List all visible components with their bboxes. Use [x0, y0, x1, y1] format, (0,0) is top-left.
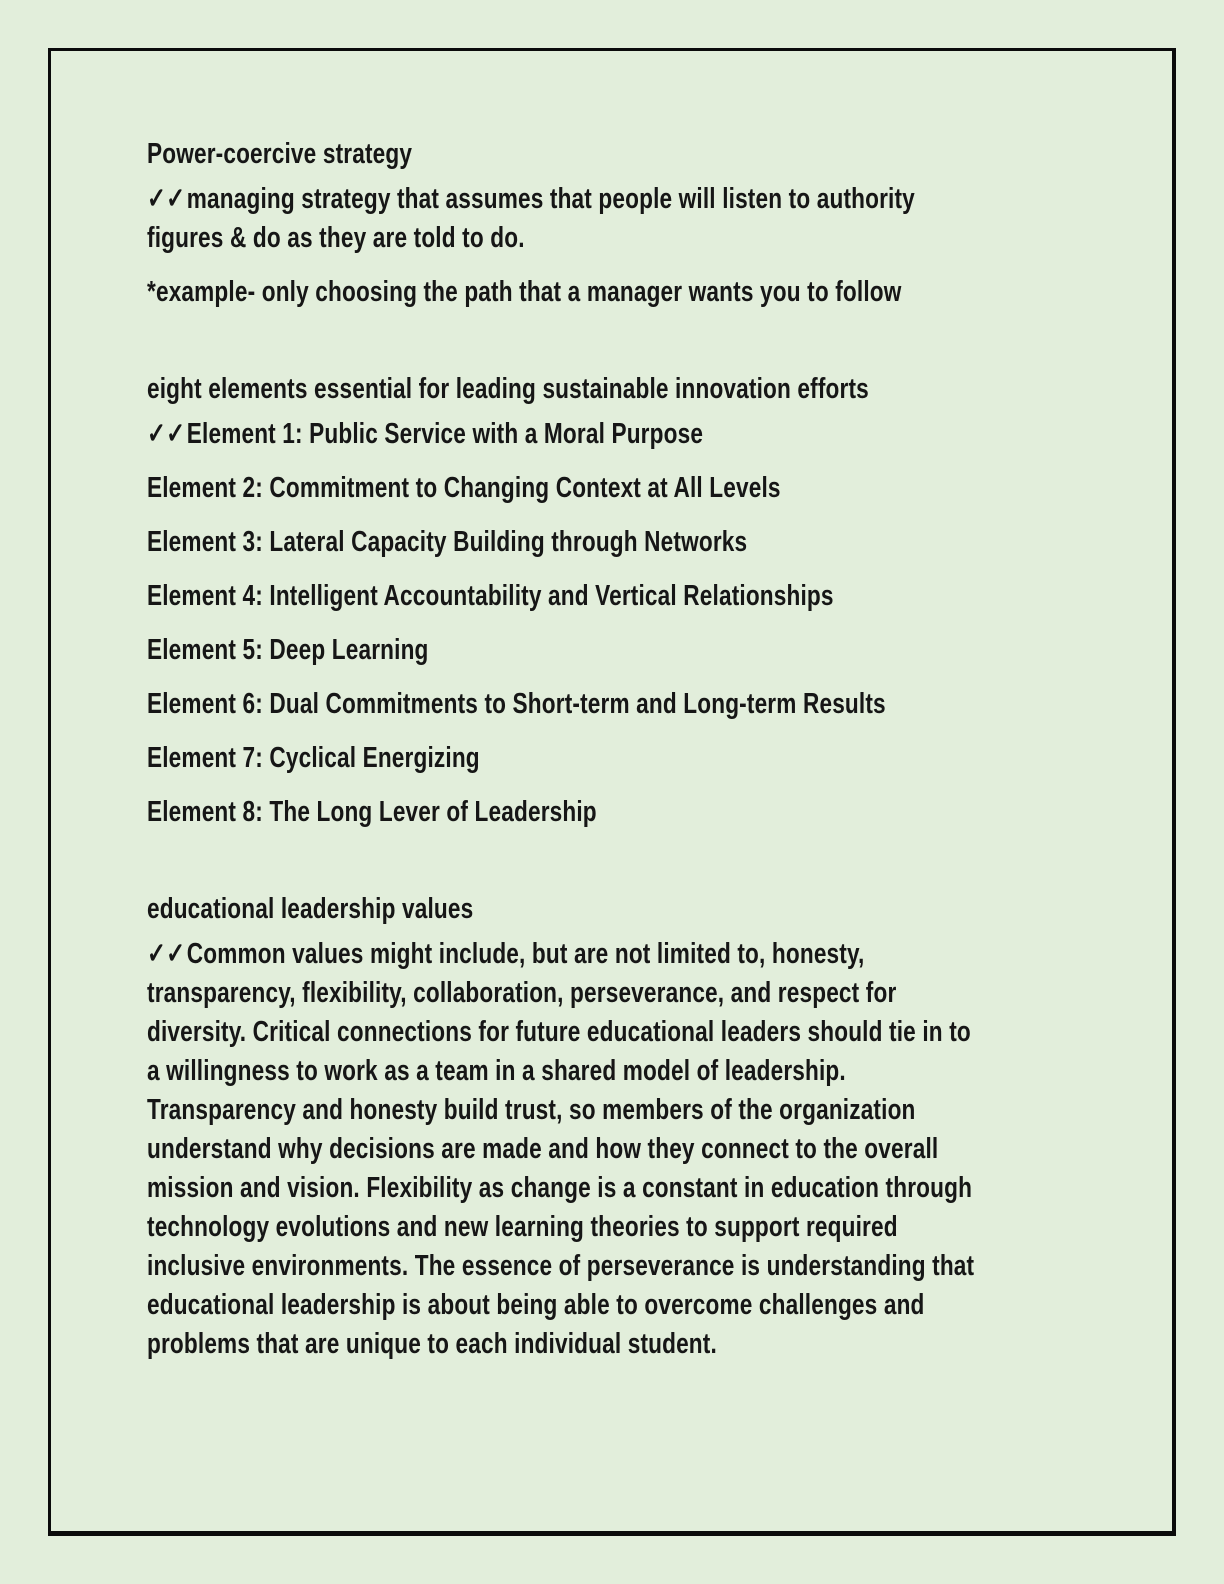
card-content [147, 135, 1176, 1364]
double-check-icon: ✓✓ [147, 183, 186, 215]
card-section [147, 890, 1176, 1364]
note-card-border [48, 48, 1176, 1536]
example-paragraph [147, 273, 1176, 312]
definition-line: problems that are unique to each individual student. [147, 1328, 717, 1360]
card-section [147, 370, 1176, 832]
definition-line: diversity. Critical connections for future educational leaders should tie in to [147, 1016, 971, 1048]
definition-line [147, 935, 1176, 974]
element-item [147, 469, 1176, 508]
definition-line: understand why decisions are made and how they connect to the overall [147, 1133, 939, 1165]
element-item [147, 793, 1176, 832]
definition-line: inclusive environments. The essence of perseverance is understanding that [147, 1250, 975, 1282]
term-title: eight elements essential for leading sustainable innovation efforts [147, 373, 869, 405]
definition-line: educational leadership is about being able to overcome challenges and [147, 1289, 925, 1321]
element-item [147, 631, 1176, 670]
definition-text: Element 1: Public Service with a Moral Purpose [186, 418, 704, 450]
definition-line: Transparency and honesty build trust, so members of the organization [147, 1094, 916, 1126]
card-section [147, 135, 1176, 312]
definition-line: Element 6: Dual Commitments to Short-term and Long-term Results [147, 688, 886, 720]
definition-line: Element 8: The Long Lever of Leadership [147, 796, 597, 828]
definition-line [147, 415, 1176, 454]
definition-line: Element 5: Deep Learning [147, 634, 429, 666]
definition-text: managing strategy that assumes that people will listen to authority [186, 183, 915, 215]
term-title: educational leadership values [147, 893, 474, 925]
element-item [147, 685, 1176, 724]
element-item [147, 577, 1176, 616]
element-item [147, 739, 1176, 778]
definition-paragraph [147, 935, 1176, 1364]
double-check-icon: ✓✓ [147, 938, 186, 970]
definition-line: Element 4: Intelligent Accountability and Vertical Relationships [147, 580, 834, 612]
definition-line [147, 180, 1176, 219]
example-line: *example- only choosing the path that a manager wants you to follow [147, 276, 902, 308]
double-check-icon: ✓✓ [147, 418, 186, 450]
term-title: Power-coercive strategy [147, 138, 413, 170]
definition-line: Element 3: Lateral Capacity Building through Networks [147, 526, 748, 558]
definition-line: a willingness to work as a team in a shared model of leadership. [147, 1055, 846, 1087]
element-item [147, 523, 1176, 562]
definition-line: Element 2: Commitment to Changing Context at All Levels [147, 472, 781, 504]
definition-line: transparency, flexibility, collaboration, perseverance, and respect for [147, 977, 897, 1009]
definition-line: Element 7: Cyclical Energizing [147, 742, 480, 774]
definition-text: Common values might include, but are not limited to, honesty, [186, 938, 865, 970]
definition-line: technology evolutions and new learning theories to support required [147, 1211, 898, 1243]
definition-line: figures & do as they are told to do. [147, 222, 525, 254]
definition-paragraph [147, 415, 1176, 454]
definition-line: mission and vision. Flexibility as change is a constant in education through [147, 1172, 973, 1204]
definition-paragraph [147, 180, 1176, 258]
